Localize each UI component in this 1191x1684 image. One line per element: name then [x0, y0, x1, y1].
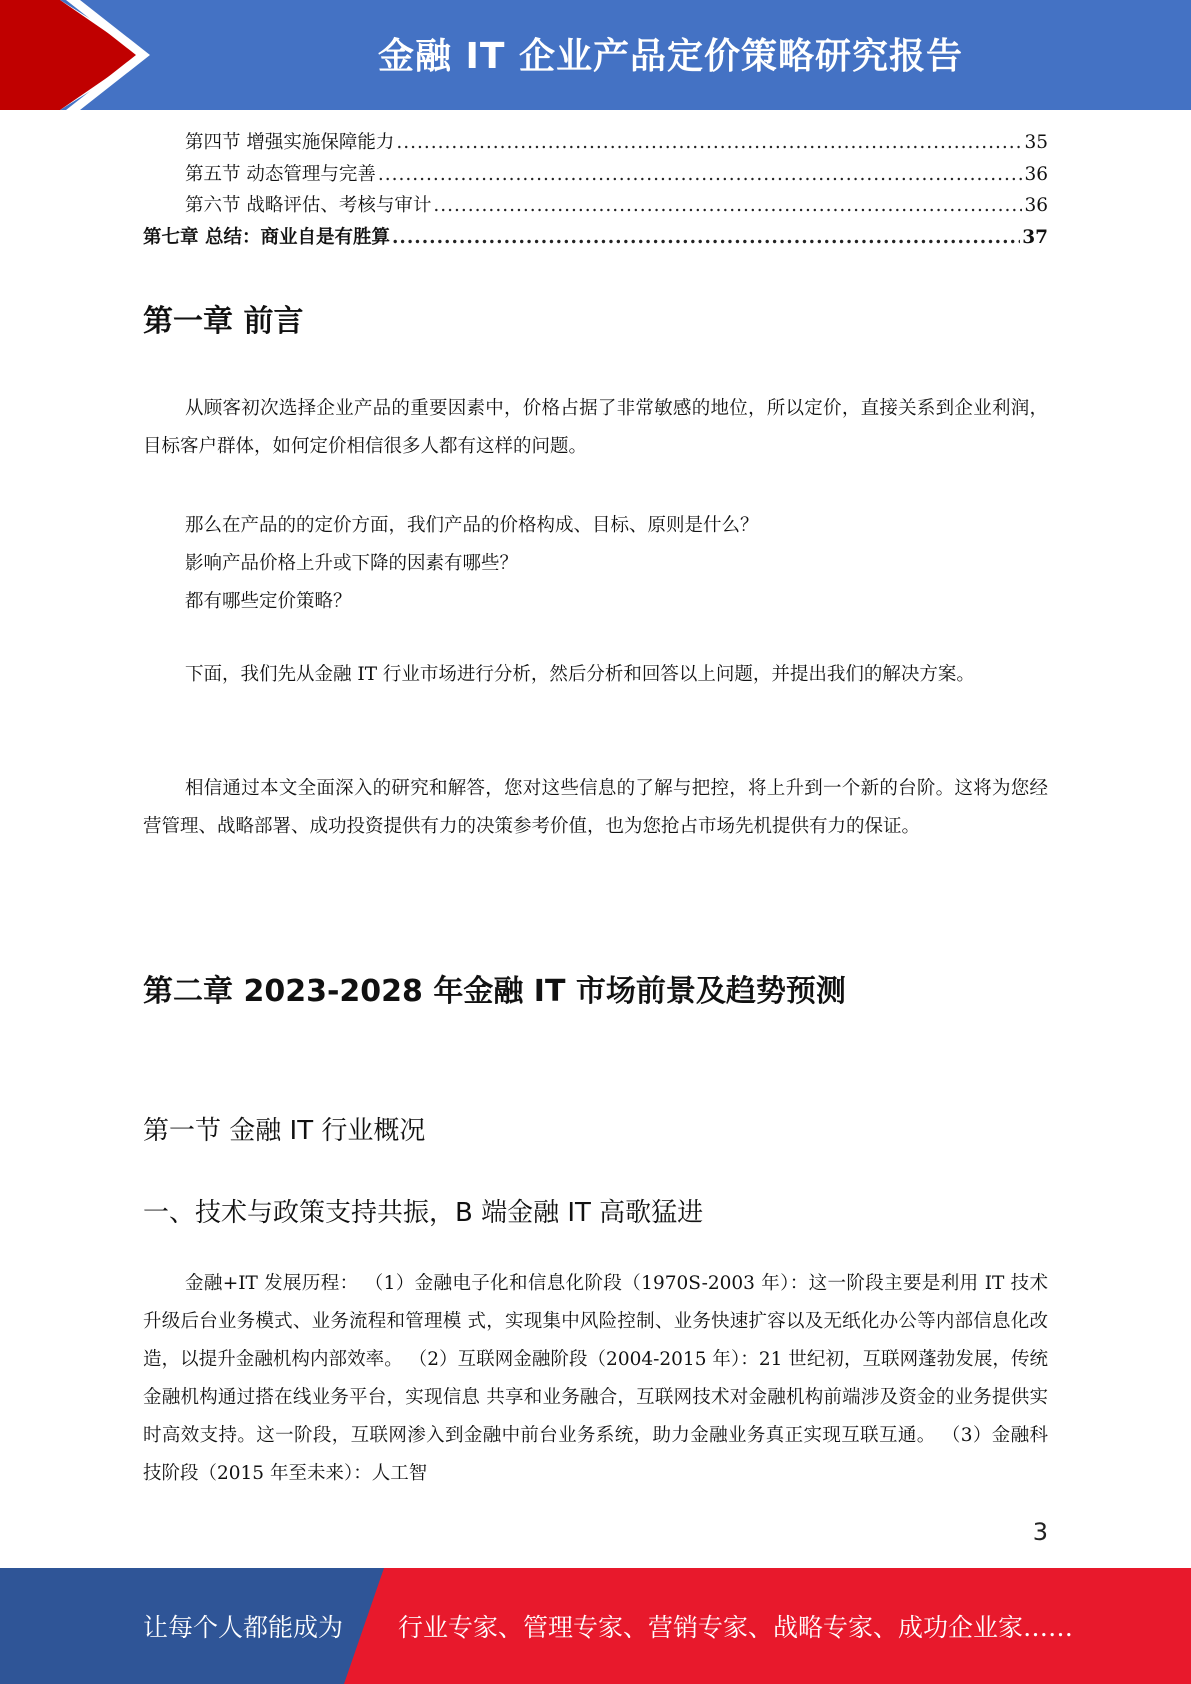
toc-entry[interactable] [143, 128, 1048, 160]
red-arrow-shape [0, 0, 150, 110]
section-heading: 第一节 金融 IT 行业概况 [143, 1116, 426, 1146]
toc-entry[interactable] [143, 191, 1048, 223]
toc-entry-page: 36 [1024, 195, 1048, 216]
toc-entry-label: 第七章 总结：商业自是有胜算 [143, 226, 390, 248]
paragraph: 金融+IT 发展历程： （1）金融电子化和信息化阶段（1970S-2003 年）：这一阶段主要是利用 IT 技术升级后台业务模式、业务流程和管理模 式，实现集中风险控制、业务快速扩容以及无纸化办公等内部信息化改造，以提升金融机构内部效率。 （2）互联网金融阶段（2004-2015 年）：21 世纪初，互联网蓬勃发展，传统金融机构通过搭在线业务平台，实现信息 共享和业务融合，互联网技术对金融机构前端涉及资金的业务提供实时高效支持。这一阶段，互联网渗入到金融中前台业务系统，助力金融业务真正实现互联互通。 （3）金融科技阶段（2015 年至未来）：人工智 [143, 1273, 1048, 1484]
subsection-heading: 一、技术与政策支持共振，B 端金融 IT 高歌猛进 [143, 1198, 704, 1228]
toc-leader-dots [378, 164, 1023, 185]
paragraph: 从顾客初次选择企业产品的重要因素中，价格占据了非常敏感的地位，所以定价，直接关系到企业利润，目标客户群体，如何定价相信很多人都有这样的问题。 [143, 398, 1048, 457]
question-line: 影响产品价格上升或下降的因素有哪些？ [185, 553, 519, 574]
table-of-contents [143, 128, 1048, 254]
chapter-heading: 第二章 2023-2028 年金融 IT 市场前景及趋势预测 [143, 974, 846, 1009]
footer-slogan-right: 行业专家、管理专家、营销专家、战略专家、成功企业家…… [398, 1613, 1074, 1642]
page-header [0, 0, 1191, 110]
toc-leader-dots [392, 227, 1020, 248]
page-footer [0, 1568, 1191, 1684]
toc-entry-label: 第四节 增强实施保障能力 [185, 132, 395, 153]
toc-entry[interactable] [143, 160, 1048, 192]
toc-entry-page: 37 [1022, 226, 1048, 248]
question-line: 都有哪些定价策略？ [185, 591, 352, 612]
toc-entry-page: 35 [1024, 132, 1048, 153]
paragraph: 相信通过本文全面深入的研究和解答，您对这些信息的了解与把控，将上升到一个新的台阶。这将为您经营管理、战略部署、成功投资提供有力的决策参考价值，也为您抢占市场先机提供有力的保证。 [143, 778, 1048, 837]
footer-slogan-left: 让每个人都能成为 [143, 1613, 344, 1642]
page-number: 3 [1032, 1518, 1048, 1546]
toc-entry-page: 36 [1024, 163, 1048, 185]
toc-entry[interactable] [143, 223, 1048, 255]
toc-leader-dots [433, 195, 1022, 216]
toc-entry-label: 第五节 动态管理与完善 [185, 163, 376, 185]
chapter-heading: 第一章 前言 [143, 304, 304, 339]
report-title: 金融 IT 企业产品定价策略研究报告 [377, 36, 964, 77]
paragraph: 下面，我们先从金融 IT 行业市场进行分析，然后分析和回答以上问题，并提出我们的解决方案。 [185, 664, 975, 685]
toc-entry-label: 第六节 战略评估、考核与审计 [185, 195, 432, 216]
question-line: 那么在产品的的定价方面，我们产品的价格构成、目标、原则是什么？ [185, 515, 759, 536]
toc-leader-dots [396, 132, 1022, 153]
